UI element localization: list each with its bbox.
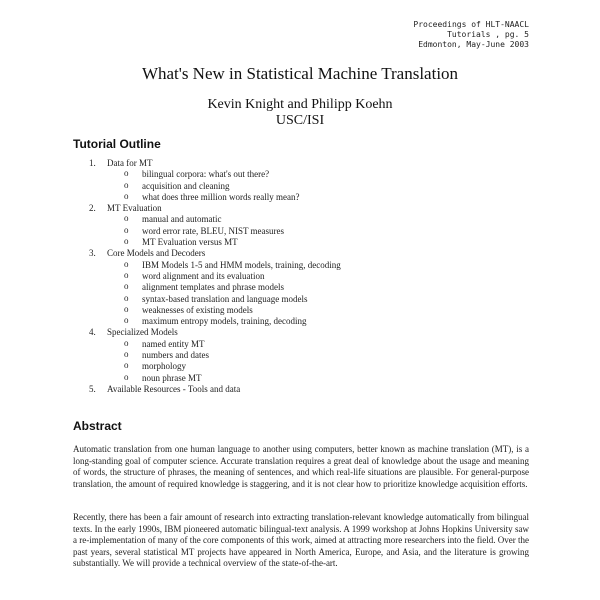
outline-item-label: named entity MT — [142, 338, 205, 349]
authors: Kevin Knight and Philipp Koehn — [207, 97, 393, 112]
proceedings-line: Tutorials , pg. 5 — [447, 30, 529, 39]
bullet-circle-icon: o — [124, 281, 129, 292]
outline-item — [0, 237, 600, 248]
abstract-paragraph: Recently, there has been a fair amount of research into extracting translation-relevant knowledge automatically from bilingual texts. In the early 1990s, IBM pioneered automatic bilingual-text analysis. A 1999 workshop at Johns Hopkins University saw a re-implementation of many of the core components of this work, aimed at attracting more researchers into the field. Over the past years, several statistical MT projects have appeared in North America, Europe, and Asia, and the literature is growing substantially. We will provide a technical overview of the state-of-the-art. — [73, 512, 529, 569]
outline-item — [0, 373, 600, 384]
bullet-circle-icon: o — [124, 258, 129, 269]
abstract-heading: Abstract — [73, 419, 122, 433]
bullet-circle-icon: o — [124, 179, 129, 190]
outline-item-label: MT Evaluation versus MT — [142, 237, 238, 248]
author-block — [0, 97, 600, 129]
outline-item-label: word error rate, BLEU, NIST measures — [142, 225, 285, 236]
proceedings-header — [413, 20, 529, 50]
outline-heading: Tutorial Outline — [73, 137, 161, 151]
outline-section — [0, 327, 600, 338]
outline-section — [0, 158, 600, 169]
outline-item — [0, 214, 600, 225]
outline-section — [0, 203, 600, 214]
outline-section-label: MT Evaluation — [107, 203, 162, 214]
outline-item-label: numbers and dates — [142, 350, 209, 361]
outline-section-label: Specialized Models — [107, 327, 178, 338]
outline-item-label: IBM Models 1-5 and HMM models, training, decoding — [142, 259, 341, 270]
outline-item — [0, 226, 600, 237]
outline-item-label: bilingual corpora: what's out there? — [142, 169, 270, 180]
outline-item-label: noun phrase MT — [142, 372, 202, 383]
outline-item — [0, 339, 600, 350]
outline-item — [0, 271, 600, 282]
outline-item — [0, 169, 600, 180]
outline-item — [0, 361, 600, 372]
outline-section-label: Core Models and Decoders — [107, 248, 206, 259]
outline-item — [0, 350, 600, 361]
outline-item-label: acquisition and cleaning — [142, 180, 230, 191]
outline-item — [0, 181, 600, 192]
bullet-circle-icon: o — [124, 269, 129, 280]
outline-section-number: 3. — [89, 248, 96, 259]
outline-item-label: word alignment and its evaluation — [142, 270, 265, 281]
outline-item — [0, 282, 600, 293]
proceedings-line: Proceedings of HLT-NAACL — [413, 20, 529, 29]
outline-item-label: maximum entropy models, training, decoding — [142, 316, 307, 327]
outline-item — [0, 316, 600, 327]
outline-item-label: syntax-based translation and language models — [142, 293, 308, 304]
bullet-circle-icon: o — [124, 337, 129, 348]
outline-item-label: alignment templates and phrase models — [142, 282, 284, 293]
outline-item — [0, 294, 600, 305]
abstract-paragraph: Automatic translation from one human language to another using computers, better known as machine translation (MT), is a long-standing goal of computer science. Accurate translation requires a great deal of knowledge about the usage and meaning of words, the structure of phrases, the meaning of sentences, and which real-life situations are plausible. For general-purpose translation, the amount of required knowledge is staggering, and it is not clear how to prioritize knowledge acquisition efforts. — [73, 444, 529, 489]
bullet-circle-icon: o — [124, 236, 129, 247]
paper-title: What's New in Statistical Machine Translation — [141, 64, 459, 83]
outline-section-number: 4. — [89, 327, 96, 338]
outline-section-label: Available Resources - Tools and data — [107, 383, 241, 394]
bullet-circle-icon: o — [124, 224, 129, 235]
outline-item-label: morphology — [142, 361, 186, 372]
outline-list — [0, 158, 600, 395]
bullet-circle-icon: o — [124, 292, 129, 303]
outline-section-number: 2. — [89, 203, 96, 214]
bullet-circle-icon: o — [124, 349, 129, 360]
outline-item-label: weaknesses of existing models — [142, 304, 253, 315]
outline-section-number: 5. — [89, 383, 96, 394]
proceedings-line: Edmonton, May-June 2003 — [418, 40, 529, 49]
outline-section-number: 1. — [89, 158, 96, 168]
outline-item-label: what does three million words really mean? — [142, 191, 300, 202]
bullet-circle-icon: o — [124, 360, 129, 371]
bullet-circle-icon: o — [124, 190, 129, 201]
bullet-circle-icon: o — [124, 371, 129, 382]
outline-section-label: Data for MT — [107, 158, 153, 168]
outline-item — [0, 260, 600, 271]
bullet-circle-icon: o — [124, 168, 129, 179]
outline-item — [0, 192, 600, 203]
outline-item — [0, 305, 600, 316]
affiliation: USC/ISI — [275, 113, 325, 128]
bullet-circle-icon: o — [124, 315, 129, 326]
bullet-circle-icon: o — [124, 303, 129, 314]
outline-section — [0, 384, 600, 395]
outline-item-label: manual and automatic — [142, 214, 222, 225]
outline-section — [0, 248, 600, 259]
bullet-circle-icon: o — [124, 213, 129, 224]
